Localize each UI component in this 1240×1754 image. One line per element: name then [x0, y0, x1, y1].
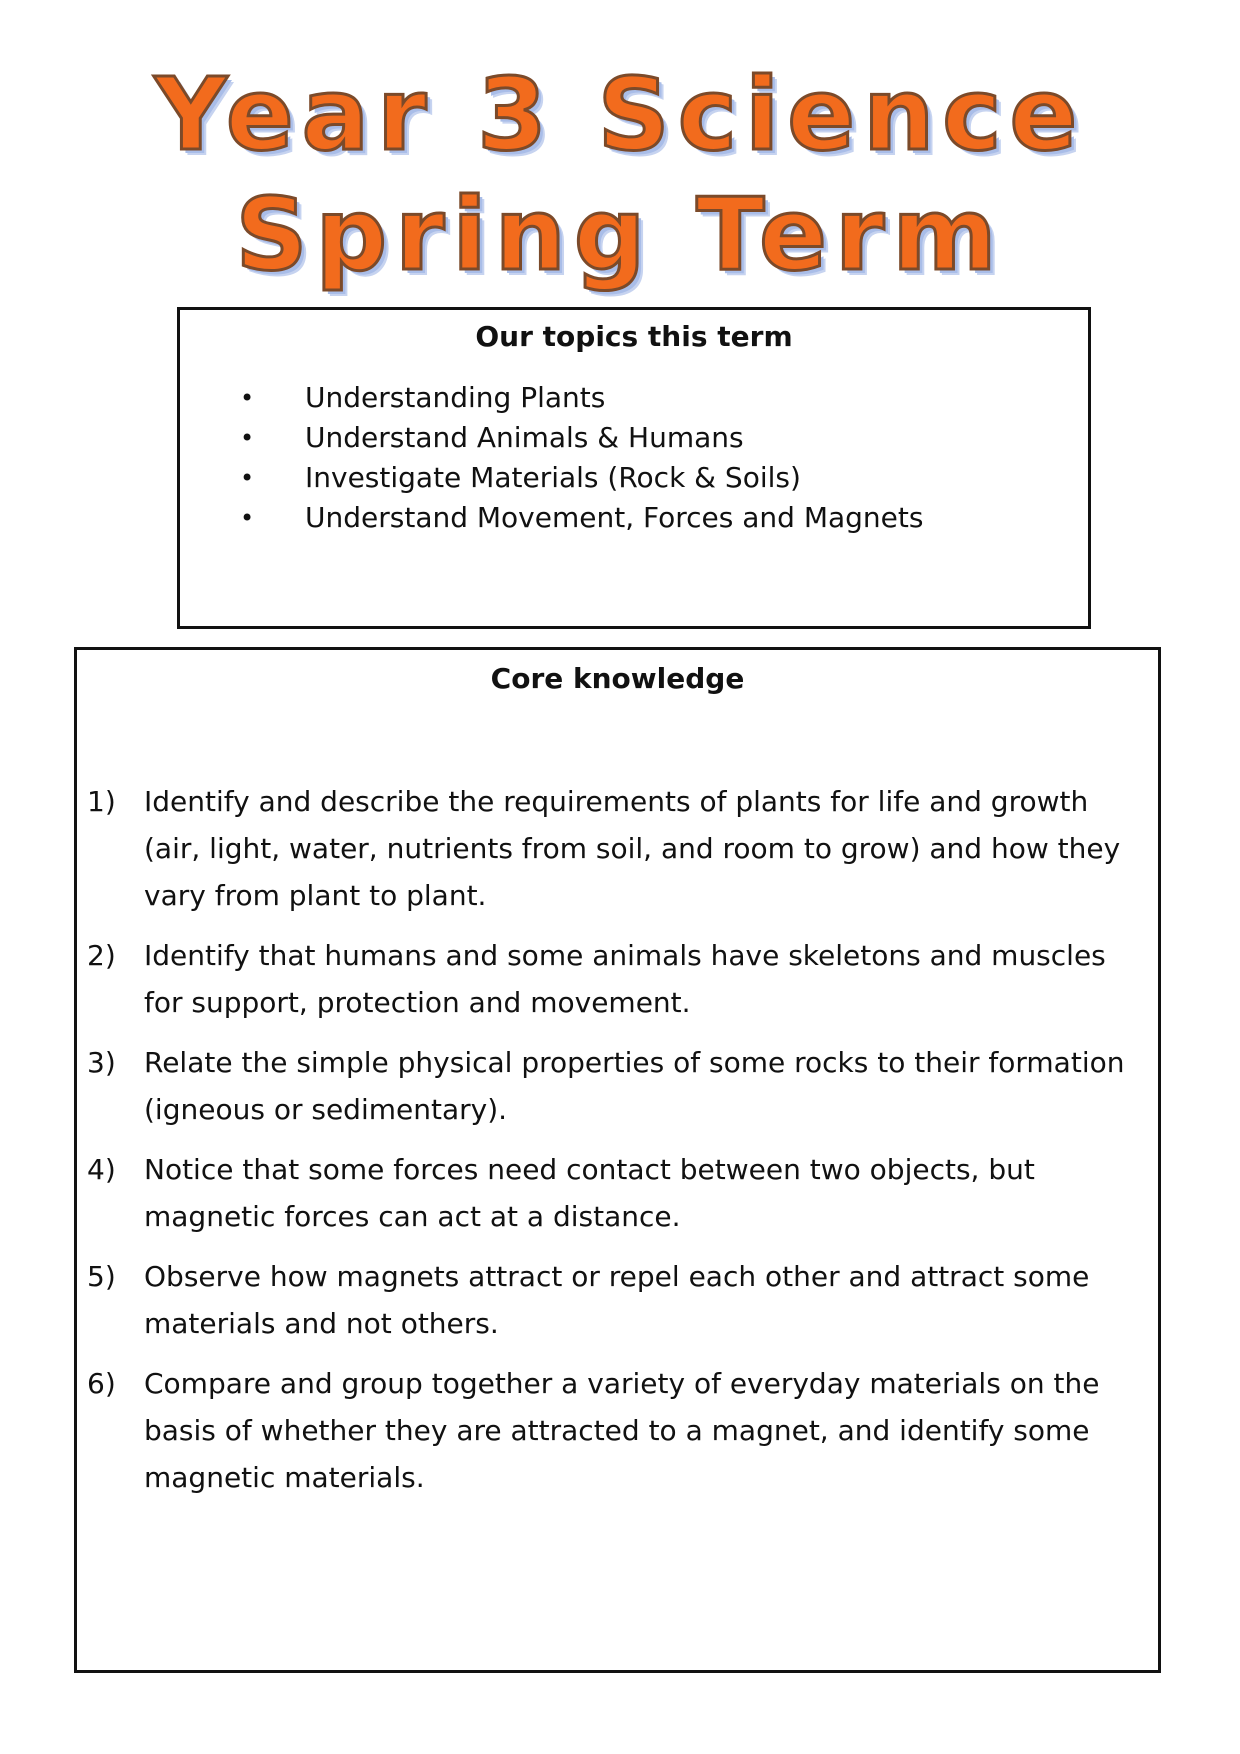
core-item-number: 6) — [87, 1367, 116, 1400]
core-item-text: Compare and group together a variety of everyday materials on the basis of whether they are attracted to a magnet, and identify some magnetic materials. — [144, 1367, 1100, 1494]
page-title-line-1: Year 3 Science — [154, 56, 1086, 173]
topic-label: Understanding Plants — [305, 381, 606, 414]
core-item-text: Identify and describe the requirements of plants for life and growth (air, light, water, nutrients from soil, and room to grow) and how they vary from plant to plant. — [144, 785, 1121, 912]
core-item-text: Relate the simple physical properties of some rocks to their formation (igneous or sedimentary). — [144, 1046, 1125, 1126]
topic-item — [240, 498, 923, 538]
bullet-icon: • — [240, 384, 255, 412]
page-title-line-2: Spring Term — [235, 176, 1005, 293]
core-item-number: 5) — [87, 1260, 116, 1293]
topic-item — [240, 418, 923, 458]
core-item-5 — [87, 1253, 1127, 1347]
core-item-text: Notice that some forces need contact between two objects, but magnetic forces can act at a distance. — [144, 1153, 1035, 1233]
core-item-number: 3) — [87, 1046, 116, 1079]
core-item-number: 1) — [87, 785, 116, 818]
core-item-2 — [87, 932, 1127, 1026]
core-knowledge-heading: Core knowledge — [490, 662, 745, 695]
core-knowledge-box — [74, 647, 1161, 1673]
topics-list — [240, 378, 923, 538]
topic-label: Understand Movement, Forces and Magnets — [305, 501, 924, 534]
topic-item — [240, 458, 923, 498]
core-item-number: 4) — [87, 1153, 116, 1186]
core-item-number: 2) — [87, 939, 116, 972]
core-knowledge-list — [87, 778, 1127, 1514]
bullet-icon: • — [240, 464, 255, 492]
bullet-icon: • — [240, 424, 255, 452]
bullet-icon: • — [240, 504, 255, 532]
core-item-6 — [87, 1360, 1127, 1501]
core-item-text: Observe how magnets attract or repel each other and attract some materials and not others. — [144, 1260, 1090, 1340]
core-item-3 — [87, 1039, 1127, 1133]
topic-label: Understand Animals & Humans — [305, 421, 744, 454]
topic-label: Investigate Materials (Rock & Soils) — [305, 461, 801, 494]
core-item-4 — [87, 1146, 1127, 1240]
topics-heading: Our topics this term — [475, 320, 793, 353]
topics-box — [177, 307, 1091, 629]
core-item-text: Identify that humans and some animals have skeletons and muscles for support, protection and movement. — [144, 939, 1106, 1019]
topic-item — [240, 378, 923, 418]
core-item-1 — [87, 778, 1127, 919]
